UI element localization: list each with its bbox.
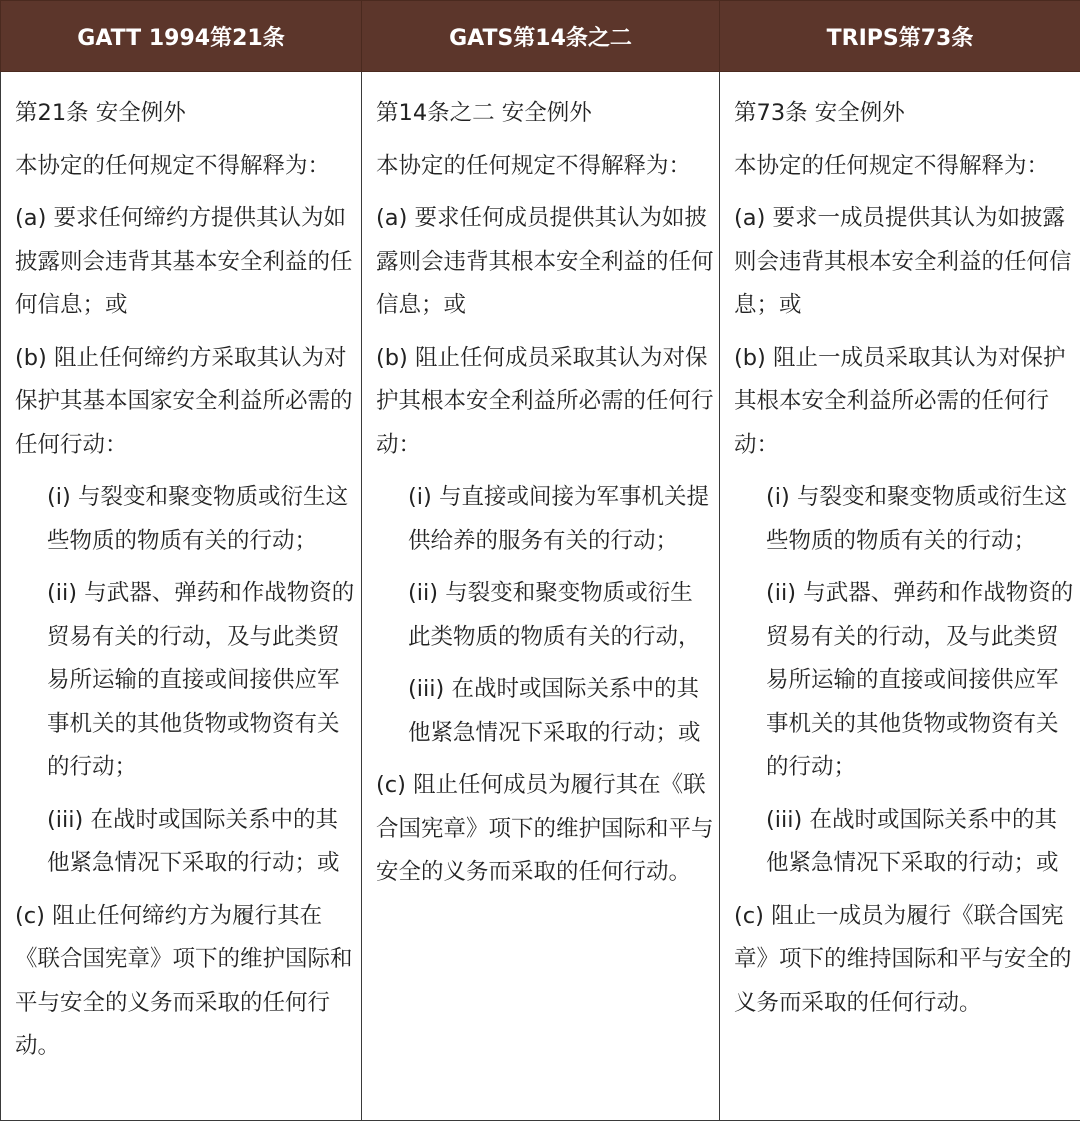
content-row: [1, 72, 1080, 1121]
clause-b-iii: (iii) 在战时或国际关系中的其他紧急情况下采取的行动；或: [47, 806, 340, 876]
clause-b-i: (i) 与裂变和聚变物质或衍生这些物质的物质有关的行动；: [766, 484, 1067, 554]
clause-b-ii: (ii) 与武器、弹药和作战物资的贸易有关的行动，及与此类贸易所运输的直接或间接供应军事机关的其他货物或物资有关的行动；: [47, 580, 355, 780]
clause-b-i: (i) 与直接或间接为军事机关提供给养的服务有关的行动；: [408, 484, 709, 554]
clause-b: (b) 阻止一成员采取其认为对保护其根本安全利益所必需的任何行动：: [734, 344, 1066, 458]
clause-a: (a) 要求一成员提供其认为如披露则会违背其根本安全利益的任何信息；或: [734, 205, 1072, 318]
intro-text: 本协定的任何规定不得解释为：: [734, 152, 1050, 179]
clause-b-iii: (iii) 在战时或国际关系中的其他紧急情况下采取的行动；或: [766, 806, 1059, 876]
clause-b: (b) 阻止任何缔约方采取其认为对保护其基本国家安全利益所必需的任何行动：: [15, 344, 353, 458]
clause-c: (c) 阻止一成员为履行《联合国宪章》项下的维持国际和平与安全的义务而采取的任何行动。: [734, 902, 1072, 1016]
clause-c: (c) 阻止任何成员为履行其在《联合国宪章》项下的维护国际和平与安全的义务而采取的任何行动。: [376, 772, 714, 885]
intro-text: 本协定的任何规定不得解释为：: [15, 152, 331, 179]
clause-b-ii: (ii) 与武器、弹药和作战物资的贸易有关的行动，及与此类贸易所运输的直接或间接供应军事机关的其他货物或物资有关的行动；: [766, 580, 1074, 780]
header-gats: GATS第14条之二: [362, 1, 720, 72]
clause-c: (c) 阻止任何缔约方为履行其在《联合国宪章》项下的维护国际和平与安全的义务而采取的任何行动。: [15, 902, 353, 1059]
article-title: 第14条之二 安全例外: [376, 100, 592, 126]
clause-b-iii: (iii) 在战时或国际关系中的其他紧急情况下采取的行动；或: [408, 676, 701, 746]
cell-gats: [362, 72, 720, 1121]
header-gatt: GATT 1994第21条: [1, 1, 362, 72]
clause-a: (a) 要求任何缔约方提供其认为如披露则会违背其基本安全利益的任何信息；或: [15, 205, 353, 318]
article-title: 第73条 安全例外: [734, 100, 905, 126]
clause-b: (b) 阻止任何成员采取其认为对保护其根本安全利益所必需的任何行动：: [376, 344, 714, 458]
header-row: [1, 1, 1080, 72]
header-trips: TRIPS第73条: [720, 1, 1080, 72]
clause-b-ii: (ii) 与裂变和聚变物质或衍生此类物质的物质有关的行动，: [408, 580, 701, 650]
intro-text: 本协定的任何规定不得解释为：: [376, 152, 692, 179]
cell-trips: [720, 72, 1080, 1121]
clause-b-i: (i) 与裂变和聚变物质或衍生这些物质的物质有关的行动；: [47, 484, 348, 554]
clause-a: (a) 要求任何成员提供其认为如披露则会违背其根本安全利益的任何信息；或: [376, 205, 714, 318]
article-title: 第21条 安全例外: [15, 100, 186, 126]
cell-gatt: [1, 72, 362, 1121]
